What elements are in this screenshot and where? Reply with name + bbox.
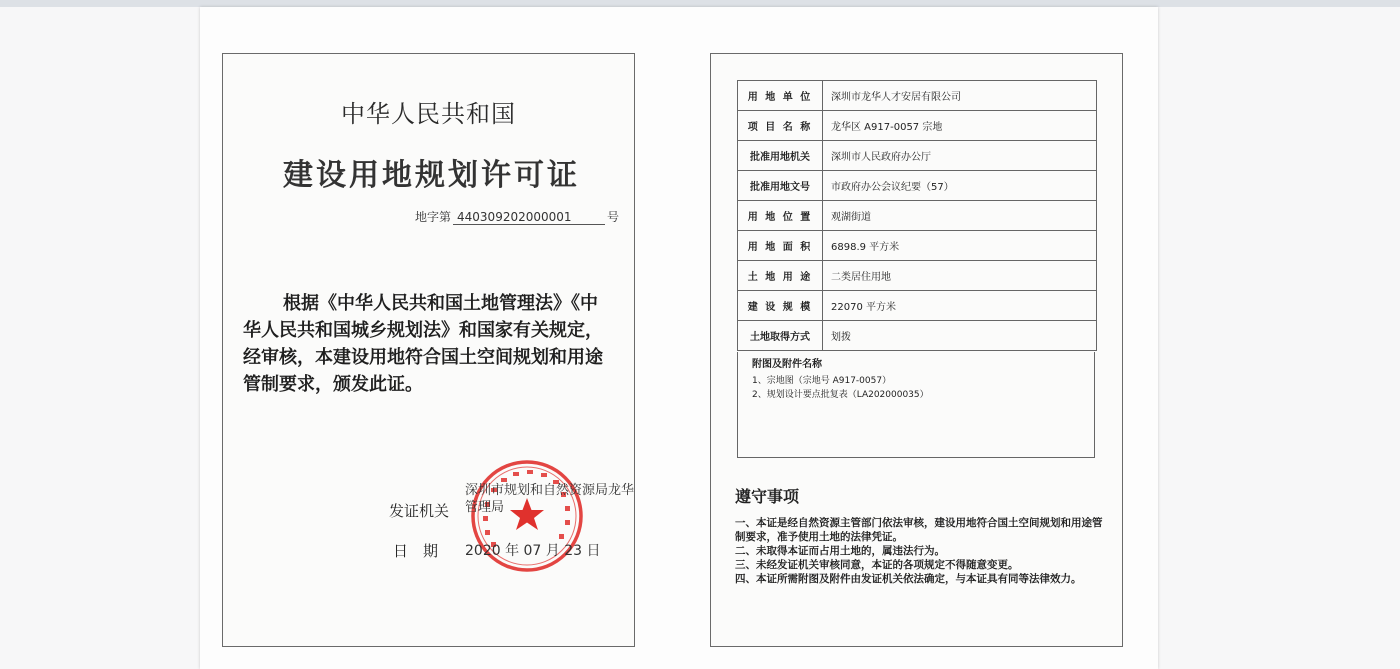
attachments-box [737, 352, 1095, 458]
attachments-title: 附图及附件名称 [752, 359, 822, 370]
table-row [738, 171, 1097, 201]
row-value: 龙华区 A917-0057 宗地 [823, 111, 1097, 141]
table-row [738, 81, 1097, 111]
rule-item: 一、本证是经自然资源主管部门依法审核，建设用地符合国土空间规划和用途管制要求，准予使用土地的法律凭证。 [735, 517, 1103, 543]
row-label: 用 地 面 积 [738, 231, 823, 261]
number-prefix: 地字第 [415, 210, 452, 224]
document-sheet [200, 7, 1158, 669]
row-label: 批准用地机关 [738, 141, 823, 171]
table-row [738, 141, 1097, 171]
table-row [738, 111, 1097, 141]
land-info-table [737, 80, 1097, 351]
row-label: 用 地 位 置 [738, 201, 823, 231]
rule-item: 三、未经发证机关审核同意，本证的各项规定不得随意变更。 [735, 559, 1019, 571]
rules-list [735, 516, 1105, 586]
issuer-name: 深圳市规划和自然资源局龙华管理局 [465, 483, 635, 515]
license-details-page [710, 53, 1123, 647]
table-row [738, 321, 1097, 351]
row-label: 建 设 规 模 [738, 291, 823, 321]
license-cover-page [222, 53, 635, 647]
number-suffix: 号 [607, 210, 620, 224]
row-value: 深圳市龙华人才安居有限公司 [823, 81, 1097, 111]
issue-date: 2020 年 07 月 23 日 [465, 543, 601, 559]
attachment-item: 1、宗地图（宗地号 A917-0057） [752, 376, 892, 386]
row-label: 批准用地文号 [738, 171, 823, 201]
row-label: 土 地 用 途 [738, 261, 823, 291]
row-value: 22070 平方米 [823, 291, 1097, 321]
rule-item: 四、本证所需附图及附件由发证机关依法确定，与本证具有同等法律效力。 [735, 573, 1082, 585]
certificate-title: 建设用地规划许可证 [283, 158, 580, 193]
row-value: 观湖街道 [823, 201, 1097, 231]
row-value: 深圳市人民政府办公厅 [823, 141, 1097, 171]
table-row [738, 261, 1097, 291]
rules-title: 遵守事项 [735, 487, 800, 506]
row-value: 市政府办公会议纪要（57） [823, 171, 1097, 201]
row-value: 二类居住用地 [823, 261, 1097, 291]
rule-item: 二、未取得本证而占用土地的，属违法行为。 [735, 545, 945, 557]
table-row [738, 291, 1097, 321]
certificate-number-row [415, 208, 619, 225]
row-label: 项 目 名 称 [738, 111, 823, 141]
table-row [738, 231, 1097, 261]
row-label: 土地取得方式 [738, 321, 823, 351]
attachment-item: 2、规划设计要点批复表（LA202000035） [752, 390, 929, 400]
viewer-top-bar [0, 0, 1400, 7]
row-value: 划拨 [823, 321, 1097, 351]
table-row [738, 201, 1097, 231]
row-label: 用 地 单 位 [738, 81, 823, 111]
country-name: 中华人民共和国 [341, 100, 516, 128]
issuer-label: 发证机关 [389, 502, 450, 520]
date-label: 日 期 [393, 542, 439, 560]
certificate-number: 440309202000001 [453, 210, 605, 225]
row-value: 6898.9 平方米 [823, 231, 1097, 261]
certificate-body-text: 根据《中华人民共和国土地管理法》《中华人民共和国城乡规划法》和国家有关规定，经审核，本建设用地符合国土空间规划和用途管制要求，颁发此证。 [243, 293, 603, 395]
